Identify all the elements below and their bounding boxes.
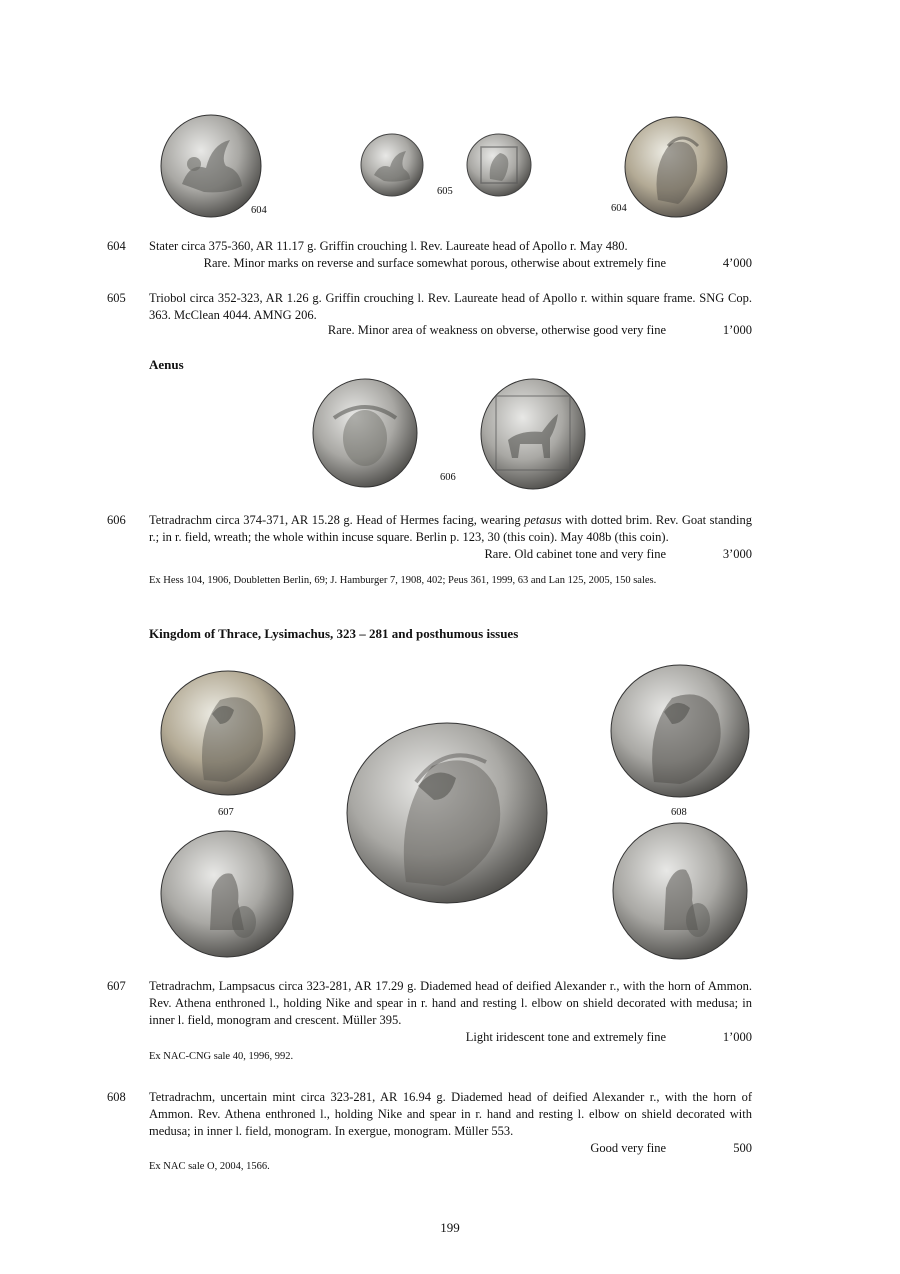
- alexander-coin-icon: [610, 664, 750, 798]
- lot-606-description: [149, 512, 752, 546]
- lot-607-number: 607: [107, 979, 126, 993]
- lot-605-grade: Rare. Minor area of weakness on obverse, otherwise good very fine: [327, 323, 666, 337]
- lot-606-number: 606: [107, 513, 126, 527]
- caption-606: 606: [440, 472, 456, 483]
- lot-607-provenance: Ex NAC-CNG sale 40, 1996, 992.: [149, 1051, 294, 1062]
- apollo-coin-icon: [624, 116, 728, 218]
- section-heading-aenus: Aenus: [149, 357, 184, 372]
- lot-606-desc-part2: with dotted brim. Rev. Goat standing r.; in r. field, wreath; the whole within incuse square. Berlin p. 123, 30 (this coin). May 408b (this coin).: [149, 513, 752, 544]
- lot-607-grade-row: [149, 1029, 752, 1046]
- lot-604-number: 604: [107, 239, 126, 253]
- lot-605-number: 605: [107, 291, 126, 305]
- lot-608-provenance: Ex NAC sale O, 2004, 1566.: [149, 1161, 270, 1172]
- lot-605-price: 1’000: [722, 323, 752, 337]
- caption-604-left: 604: [251, 205, 267, 216]
- alexander-large-coin-icon: [346, 722, 548, 904]
- lot-604-grade-row: [149, 255, 752, 272]
- lot-604-price: 4’000: [722, 256, 752, 270]
- athena-coin-icon: [160, 830, 294, 958]
- lot-604-description: Stater circa 375-360, AR 11.17 g. Griffin crouching l. Rev. Laureate head of Apollo r. May 480.: [149, 239, 628, 253]
- griffin-coin-icon: [160, 114, 262, 218]
- lot-606-grade: Rare. Old cabinet tone and very fine: [484, 547, 666, 561]
- lot-606-desc-italic: petasus: [524, 513, 562, 527]
- hermes-coin-icon: [312, 378, 418, 488]
- caption-608: 608: [671, 807, 687, 818]
- lot-608-grade: Good very fine: [590, 1141, 666, 1155]
- apollo-small-coin-icon: [466, 133, 532, 197]
- lot-608-price: 500: [733, 1141, 752, 1155]
- athena-coin-icon: [612, 822, 748, 960]
- caption-605: 605: [437, 186, 453, 197]
- section-heading-thrace: Kingdom of Thrace, Lysimachus, 323 – 281 and posthumous issues: [149, 626, 519, 641]
- goat-coin-icon: [480, 378, 586, 490]
- lot-606-price: 3’000: [722, 547, 752, 561]
- lot-608-description: Tetradrachm, uncertain mint circa 323-281, AR 16.94 g. Diademed head of deified Alexander r., with the horn of Ammon. Rev. Athena enthroned l., holding Nike and spear in r. hand and resting l. elbow on shield decorated with medusa; in inner l. field, monogram. In exergue, monogram. Müller 553.: [149, 1090, 752, 1138]
- lot-607-description: Tetradrachm, Lampsacus circa 323-281, AR 17.29 g. Diademed head of deified Alexander r., with the horn of Ammon. Rev. Athena enthroned l., holding Nike and spear in r. hand and resting l. elbow on shield decorated with medusa; in inner l. field, monogram and crescent. Müller 395.: [149, 979, 752, 1027]
- lot-604-grade: Rare. Minor marks on reverse and surface somewhat porous, otherwise about extremely fine: [203, 256, 666, 270]
- lot-607-grade: Light iridescent tone and extremely fine: [465, 1030, 666, 1044]
- lot-606-grade-row: [149, 546, 752, 563]
- lot-607-price: 1’000: [722, 1030, 752, 1044]
- lot-606-provenance: Ex Hess 104, 1906, Doubletten Berlin, 69; J. Hamburger 7, 1908, 402; Peus 361, 1999, 63 and Lan 125, 2005, 150 sales.: [149, 575, 657, 586]
- alexander-coin-icon: [160, 670, 296, 796]
- lot-605-grade-row: [149, 322, 752, 339]
- lot-606-desc-part1: Tetradrachm circa 374-371, AR 15.28 g. Head of Hermes facing, wearing: [149, 513, 525, 527]
- lot-608-grade-row: [149, 1140, 752, 1157]
- caption-604-right: 604: [611, 203, 627, 214]
- page-number: 199: [440, 1220, 460, 1235]
- lot-605-description: Triobol circa 352-323, AR 1.26 g. Griffin crouching l. Rev. Laureate head of Apollo r. within square frame. SNG Cop. 363. McClean 4044. AMNG 206.: [149, 291, 752, 322]
- caption-607: 607: [218, 807, 234, 818]
- griffin-small-coin-icon: [360, 133, 424, 197]
- lot-608-number: 608: [107, 1090, 126, 1104]
